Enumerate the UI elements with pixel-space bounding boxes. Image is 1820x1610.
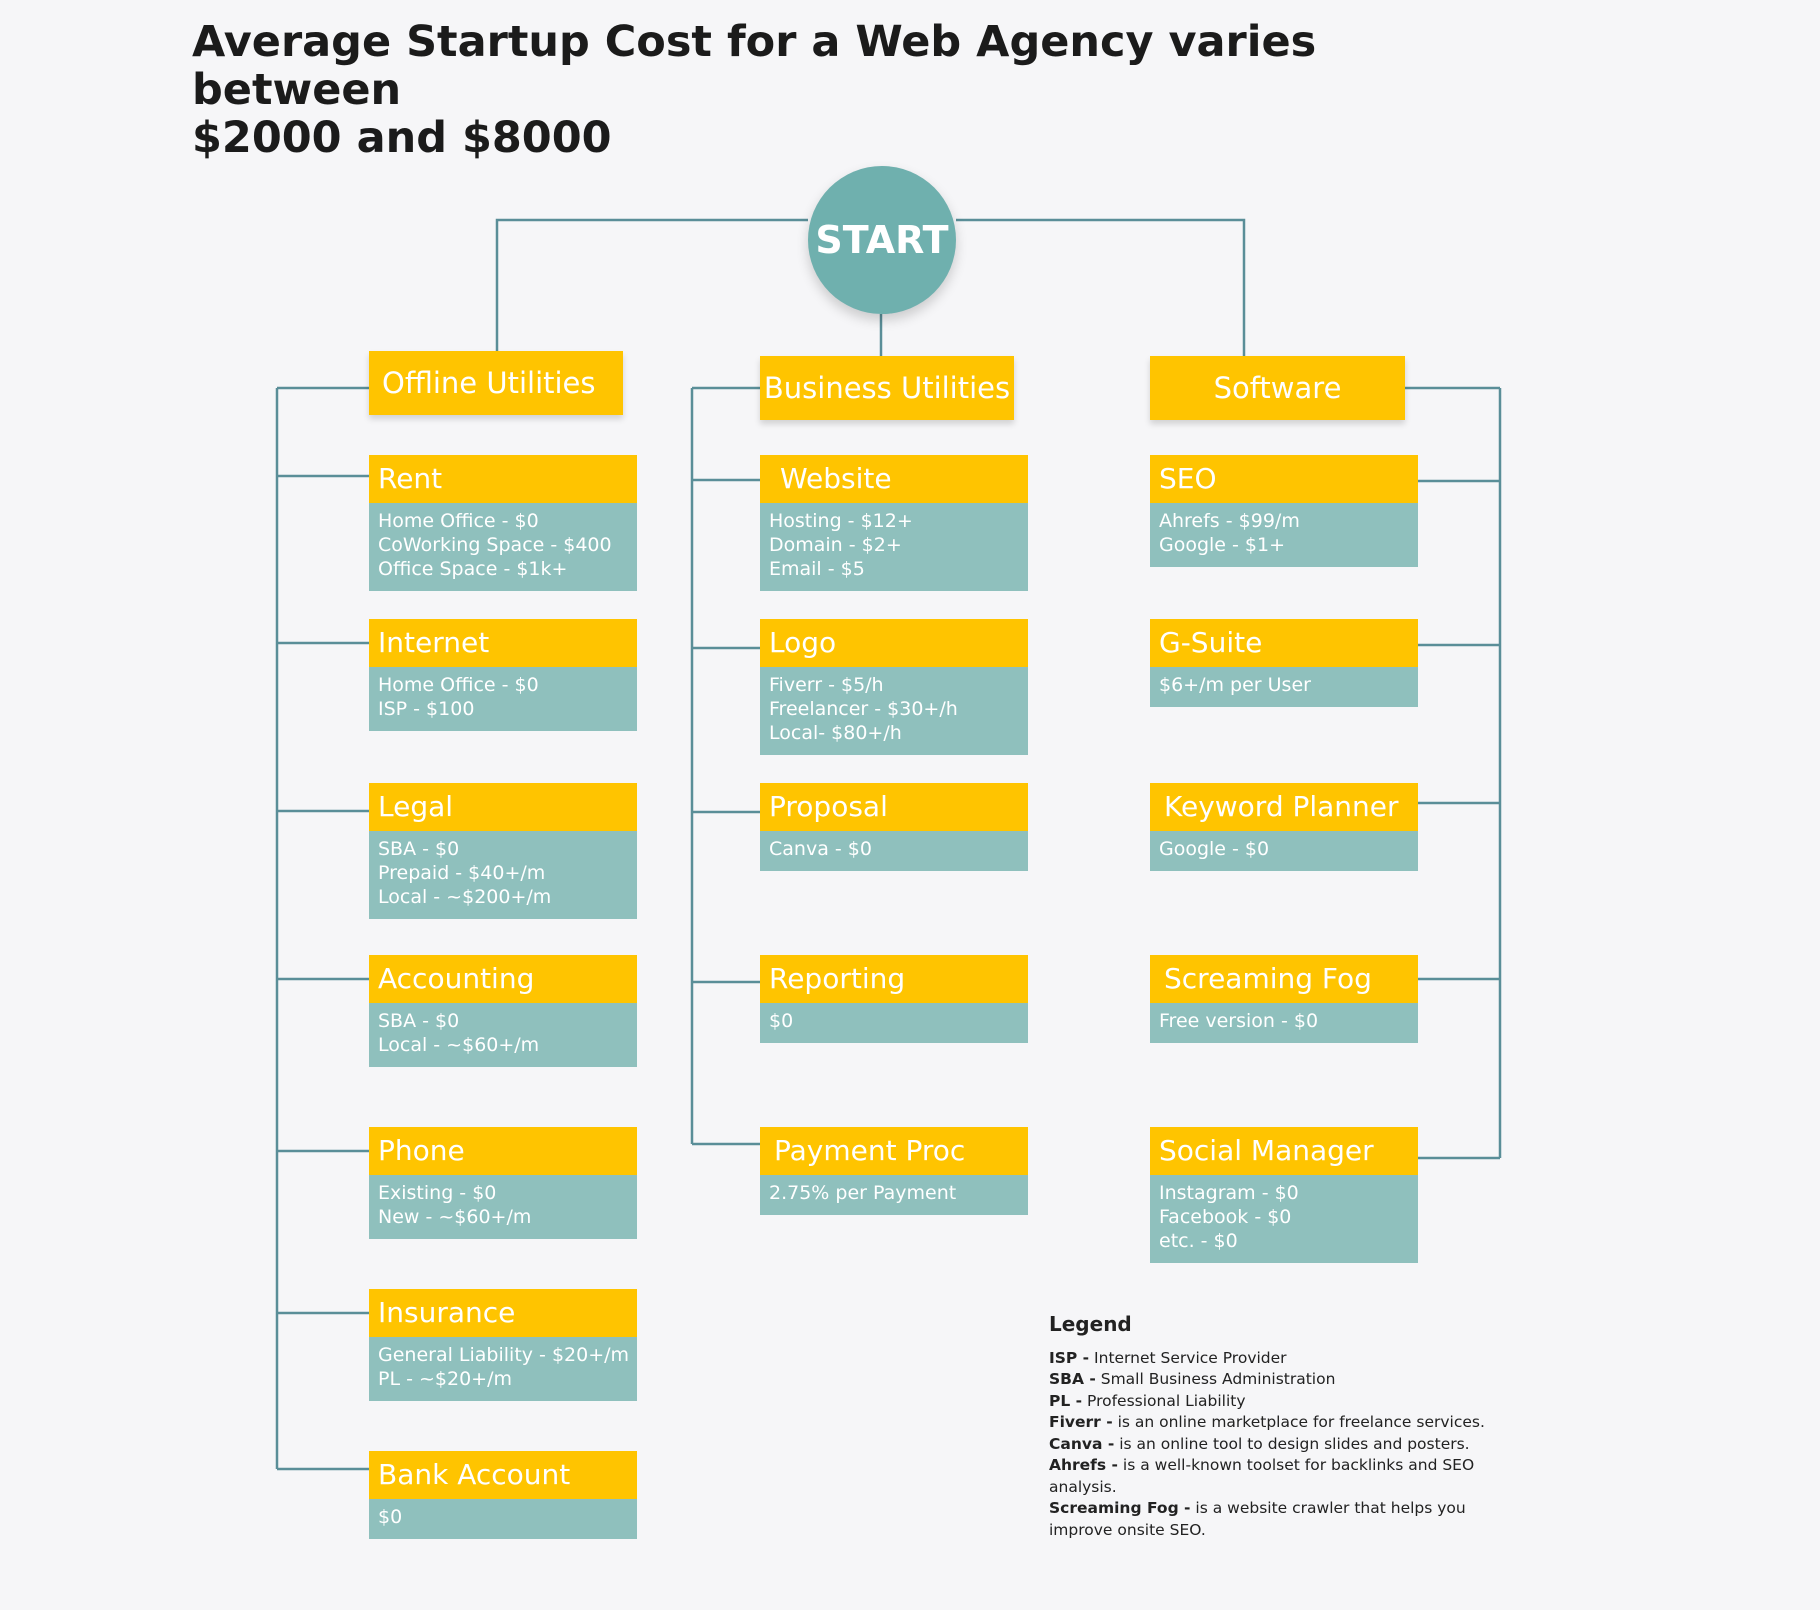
- card-line: Home Office - $0: [378, 674, 539, 696]
- card-line: PL - ~$20+/m: [378, 1368, 512, 1390]
- legend-item: [1049, 1348, 1519, 1370]
- card-title: Logo: [760, 619, 1028, 667]
- card-line: Prepaid - $40+/m: [378, 862, 546, 884]
- card-body: [369, 667, 637, 731]
- card-line: Free version - $0: [1159, 1010, 1319, 1032]
- card-line: Ahrefs - $99/m: [1159, 510, 1300, 532]
- card-website: [760, 455, 1028, 591]
- card-title: Payment Proc: [760, 1127, 1028, 1175]
- legend-desc: is a well-known toolset for backlinks and SEO analysis.: [1049, 1456, 1475, 1496]
- legend-item: [1049, 1412, 1519, 1434]
- legend-term: PL -: [1049, 1391, 1083, 1410]
- card-line: Google - $0: [1159, 838, 1270, 860]
- card-title: Website: [760, 455, 1028, 503]
- card-title: Internet: [369, 619, 637, 667]
- legend-term: Ahrefs -: [1049, 1456, 1118, 1474]
- title-line-1: Average Startup Cost for a Web Agency varies between: [192, 17, 1317, 115]
- legend: [1049, 1314, 1519, 1541]
- legend-term: Fiverr -: [1049, 1413, 1113, 1431]
- card-seo: [1150, 455, 1418, 567]
- card-body: [1150, 667, 1418, 707]
- card-title: Phone: [369, 1127, 637, 1175]
- legend-desc: Small Business Administration: [1095, 1370, 1336, 1388]
- card-internet: [369, 619, 637, 731]
- card-line: General Liability - $20+/m: [378, 1344, 630, 1366]
- card-body: [760, 1175, 1028, 1215]
- card-line: Instagram - $0: [1159, 1182, 1299, 1204]
- card-reporting: [760, 955, 1028, 1043]
- card-title: Bank Account: [369, 1451, 637, 1499]
- legend-title: Legend: [1049, 1312, 1132, 1336]
- card-payment-proc: [760, 1127, 1028, 1215]
- card-title: Accounting: [369, 955, 637, 1003]
- card-body: [760, 503, 1028, 591]
- card-proposal: [760, 783, 1028, 871]
- card-logo: [760, 619, 1028, 755]
- card-body: [1150, 1175, 1418, 1263]
- connector-start-software: [956, 220, 1244, 356]
- legend-term: Canva -: [1049, 1434, 1115, 1453]
- card-title: Rent: [369, 455, 637, 503]
- card-accounting: [369, 955, 637, 1067]
- card-title: Proposal: [760, 783, 1028, 831]
- legend-desc: is an online tool to design slides and posters.: [1114, 1434, 1470, 1453]
- card-line: $6+/m per User: [1159, 674, 1311, 696]
- card-rent: [369, 455, 637, 591]
- card-title: Insurance: [369, 1289, 637, 1337]
- card-phone: [369, 1127, 637, 1239]
- card-bank-account: [369, 1451, 637, 1539]
- legend-desc: Internet Service Provider: [1089, 1348, 1287, 1367]
- card-title: Legal: [369, 783, 637, 831]
- legend-term: ISP -: [1049, 1348, 1090, 1367]
- card-line: 2.75% per Payment: [769, 1182, 957, 1204]
- card-body: [369, 1003, 637, 1067]
- card-line: SBA - $0: [378, 838, 460, 860]
- card-body: [369, 1337, 637, 1401]
- connector-start-offline: [497, 220, 808, 352]
- card-title: G-Suite: [1150, 619, 1418, 667]
- card-body: [1150, 503, 1418, 567]
- category-offline-utilities: Offline Utilities: [369, 351, 623, 415]
- title-line-2: $2000 and $8000: [192, 113, 612, 163]
- card-line: Home Office - $0: [378, 510, 539, 532]
- card-line: ISP - $100: [378, 698, 475, 720]
- start-node: START: [808, 166, 956, 314]
- card-line: Canva - $0: [769, 838, 872, 860]
- card-line: Local - ~$60+/m: [378, 1034, 540, 1056]
- card-body: [760, 1003, 1028, 1043]
- card-keyword-planner: [1150, 783, 1418, 871]
- card-g-suite: [1150, 619, 1418, 707]
- card-line: $0: [769, 1010, 794, 1032]
- card-line: Freelancer - $30+/h: [769, 698, 958, 720]
- card-line: Email - $5: [769, 558, 865, 580]
- category-software: Software: [1150, 356, 1405, 420]
- card-body: [369, 1499, 637, 1539]
- card-line: SBA - $0: [378, 1010, 460, 1032]
- card-line: Local - ~$200+/m: [378, 886, 552, 908]
- card-legal: [369, 783, 637, 919]
- card-line: Domain - $2+: [769, 534, 902, 556]
- legend-term: Screaming Fog -: [1049, 1499, 1191, 1517]
- card-social-manager: [1150, 1127, 1418, 1263]
- legend-item: [1049, 1498, 1519, 1541]
- legend-item: [1049, 1391, 1519, 1413]
- card-insurance: [369, 1289, 637, 1401]
- card-body: [369, 1175, 637, 1239]
- card-line: Facebook - $0: [1159, 1206, 1292, 1228]
- card-body: [760, 667, 1028, 755]
- card-line: Hosting - $12+: [769, 510, 913, 532]
- category-business-utilities: Business Utilities: [760, 356, 1014, 420]
- card-title: Screaming Fog: [1150, 955, 1418, 1003]
- card-line: etc. - $0: [1159, 1230, 1238, 1252]
- card-line: Existing - $0: [378, 1182, 497, 1204]
- card-title: SEO: [1150, 455, 1418, 503]
- card-title: Reporting: [760, 955, 1028, 1003]
- card-line: $0: [378, 1506, 403, 1528]
- card-body: [369, 831, 637, 919]
- card-line: Fiverr - $5/h: [769, 674, 884, 696]
- card-title: Keyword Planner: [1150, 783, 1418, 831]
- legend-desc: is a website crawler that helps you improve onsite SEO.: [1049, 1499, 1466, 1539]
- card-line: Local- $80+/h: [769, 722, 902, 744]
- card-body: [760, 831, 1028, 871]
- card-line: New - ~$60+/m: [378, 1206, 532, 1228]
- legend-desc: is an online marketplace for freelance services.: [1112, 1413, 1485, 1431]
- legend-item: [1049, 1455, 1519, 1498]
- card-line: CoWorking Space - $400: [378, 534, 612, 556]
- legend-desc: Professional Liability: [1082, 1391, 1246, 1410]
- card-title: Social Manager: [1150, 1127, 1418, 1175]
- legend-item: [1049, 1434, 1519, 1456]
- card-screaming-fog: [1150, 955, 1418, 1043]
- card-body: [1150, 1003, 1418, 1043]
- card-line: Google - $1+: [1159, 534, 1286, 556]
- legend-item: [1049, 1369, 1519, 1391]
- card-body: [1150, 831, 1418, 871]
- card-line: Office Space - $1k+: [378, 558, 568, 580]
- legend-term: SBA -: [1049, 1370, 1096, 1388]
- card-body: [369, 503, 637, 591]
